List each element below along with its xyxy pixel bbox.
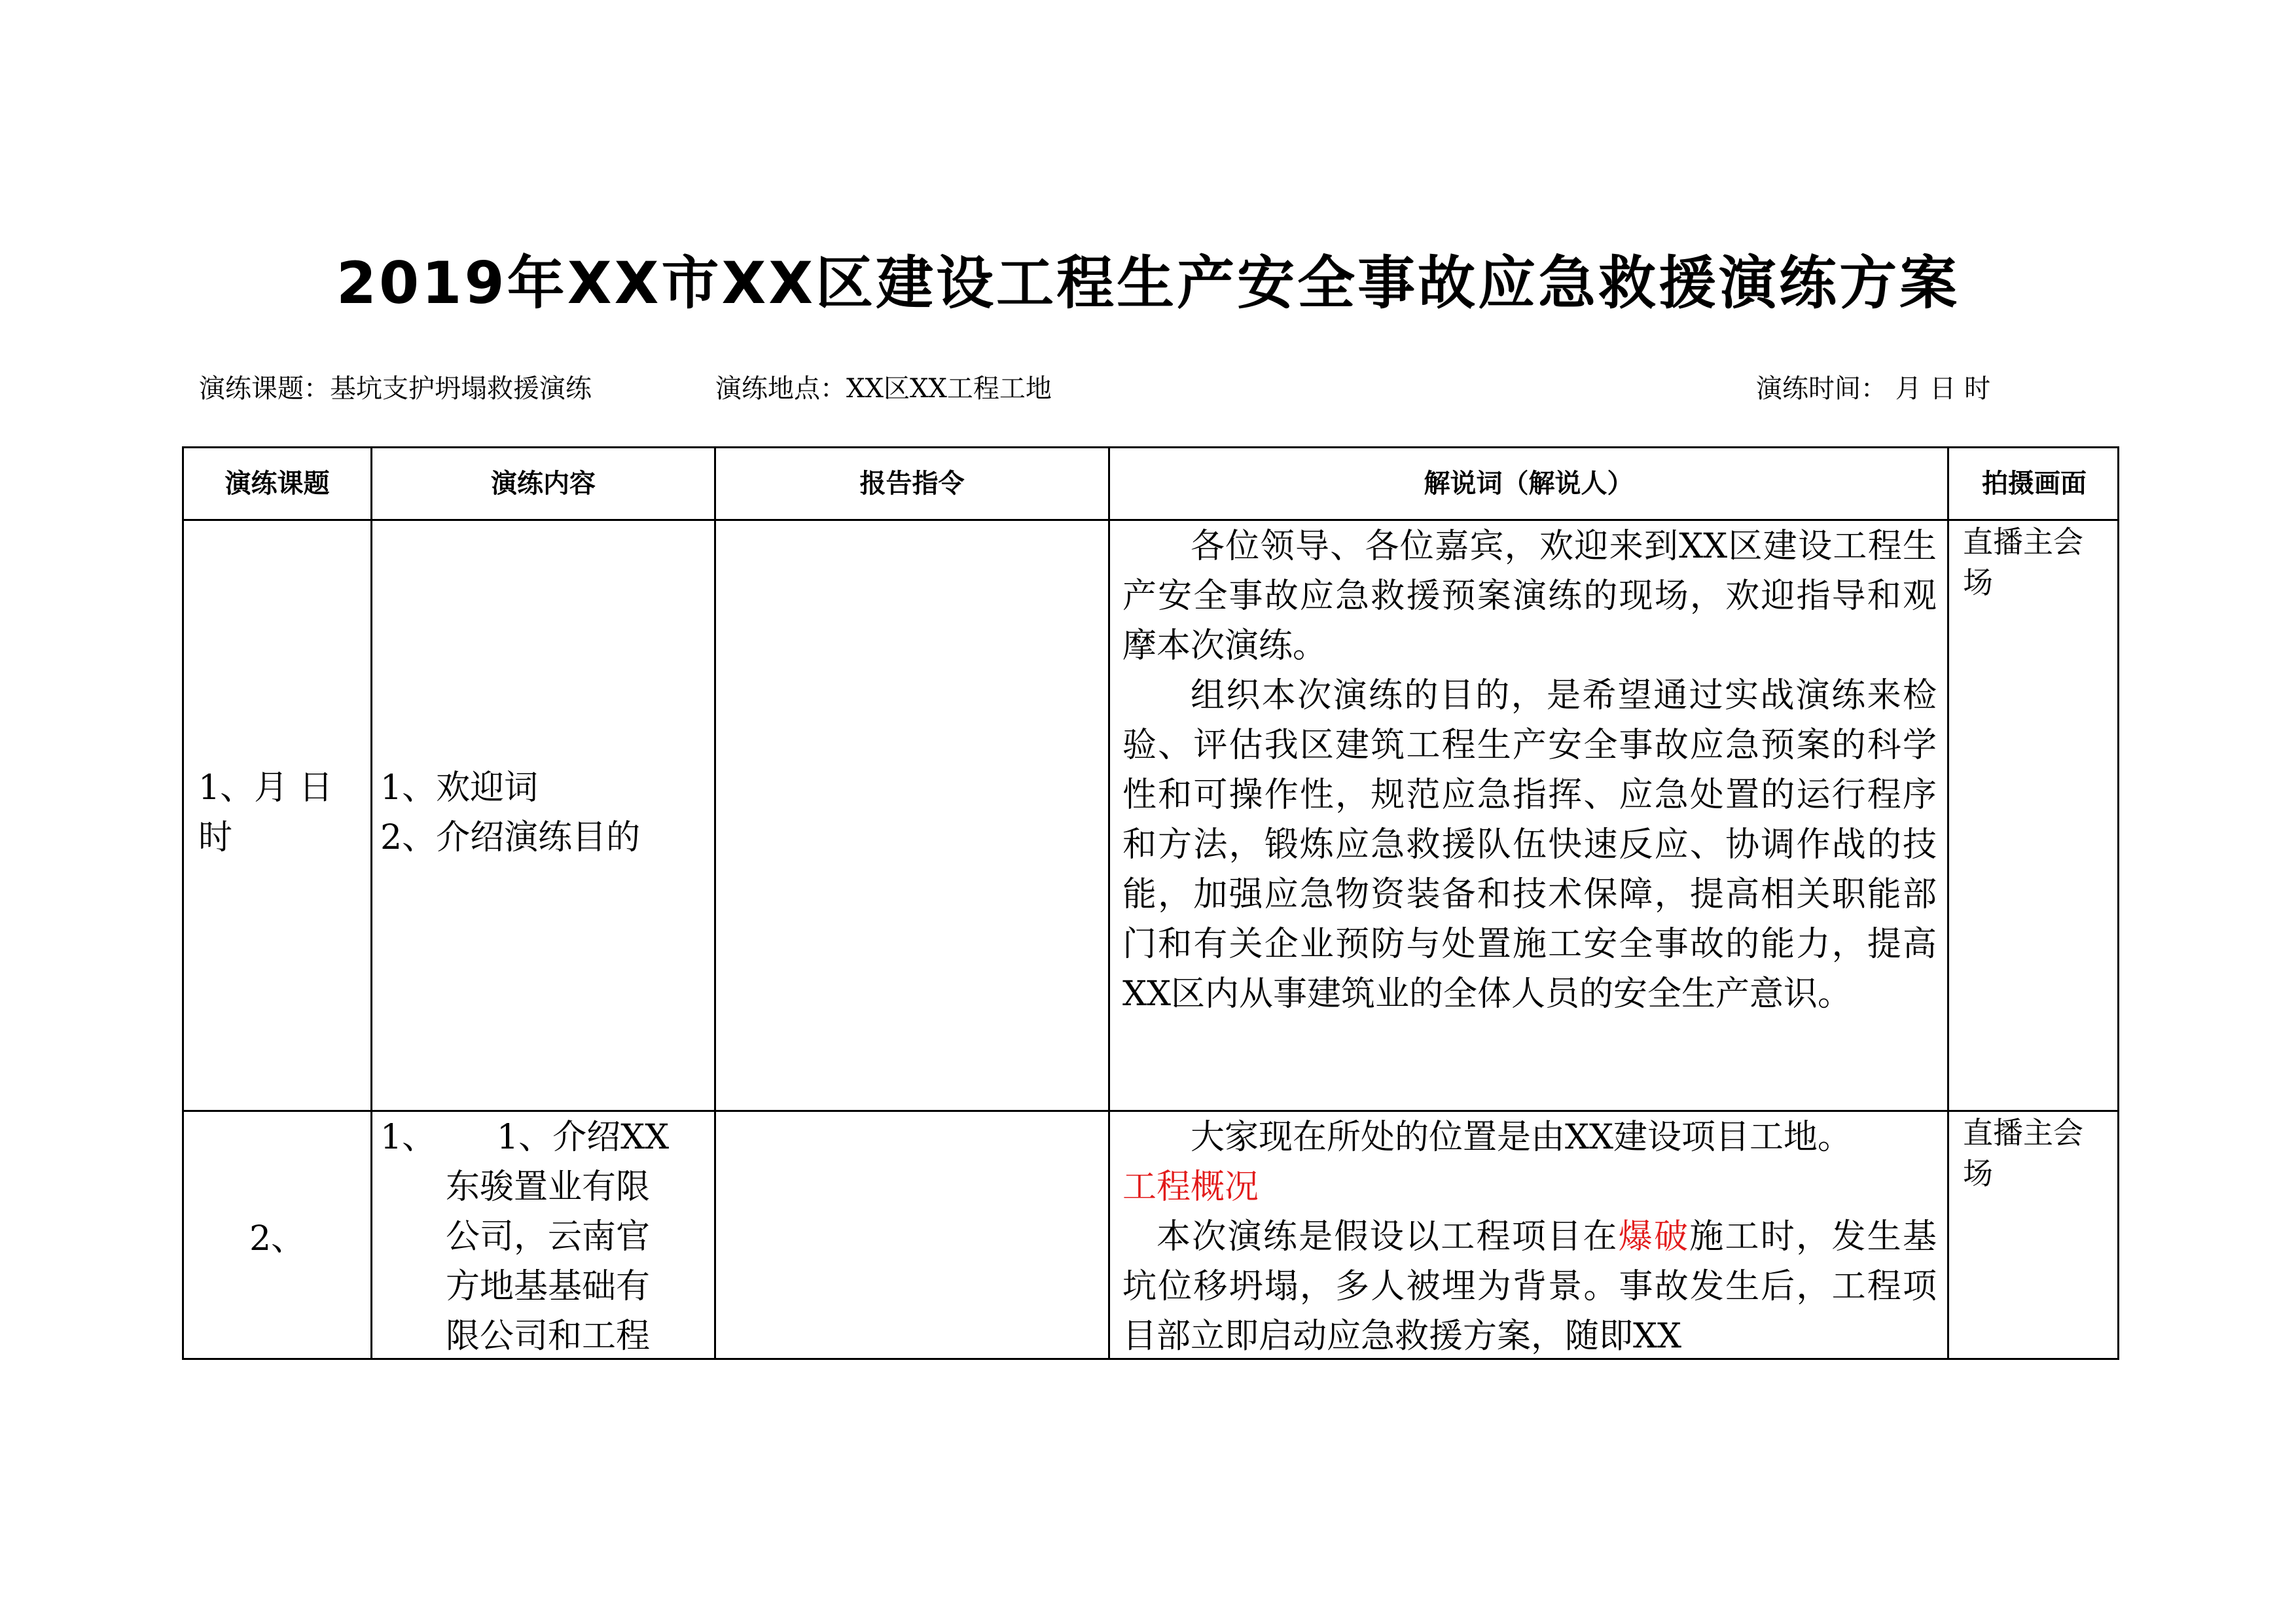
drill-topic-line: 演练课题：基坑支护坍塌救援演练 <box>199 374 592 404</box>
row1-content-item: 1、欢迎词 <box>380 768 539 808</box>
drill-time-line: 演练时间： 月 日 时 <box>1756 374 1991 404</box>
narration-paragraph: 组织本次演练的目的，是希望通过实战演练来检验、评估我区建筑工程生产安全事故应急预案的科学性和可操作性，规范应急指挥、应急处置的运行程序和方法，锻炼应急救援队伍快速反应、协调作战的技能，加强应急物资装备和技术保障，提高相关职能部门和有关企业预防与处置施工安全事故的能力，提高XX区内从事建筑业的全体人员的安全生产意识。 <box>1122 676 1937 1014</box>
row-divider <box>184 519 2117 521</box>
row-divider <box>184 1110 2117 1112</box>
row2-camera-cell: 直播主会场 <box>1963 1115 2083 1191</box>
row1-camera-cell: 直播主会场 <box>1963 524 2083 600</box>
row1-narration-cell <box>1122 522 1937 1019</box>
drill-place-line: 演练地点：XX区XX工程工地 <box>715 374 1052 404</box>
column-divider <box>714 448 716 1358</box>
highlight-blasting: 爆破 <box>1618 1217 1690 1257</box>
header-drill-topic: 演练课题 <box>224 468 330 499</box>
row2-content-text: 1、介绍XX东骏置业有限公司，云南官方地基基础有限公司和工程 <box>446 1118 670 1356</box>
header-narration: 解说词（解说人） <box>1424 468 1634 499</box>
section-heading-project-overview: 工程概况 <box>1122 1168 1259 1207</box>
row2-topic-cell: 2、 <box>249 1219 306 1258</box>
narration-paragraph <box>1122 1212 1937 1361</box>
column-divider <box>1947 448 1949 1358</box>
row1-content-cell <box>380 763 708 863</box>
row2-content-number: 1、 <box>380 1118 437 1157</box>
narration-text: 施工时，发生基坑位移坍塌，多人被埋为背景。事故发生后，工程项目部立即启动应急救援方案，随即XX <box>1122 1217 1937 1356</box>
row2-content-cell <box>446 1113 681 1361</box>
row1-topic-cell: 1、月 日时 <box>198 768 333 857</box>
drill-plan-table <box>182 446 2119 1360</box>
header-camera: 拍摄画面 <box>1982 468 2087 499</box>
column-divider <box>370 448 372 1358</box>
row2-narration-cell <box>1122 1113 1937 1361</box>
header-drill-content: 演练内容 <box>491 468 596 499</box>
header-report-command: 报告指令 <box>859 468 965 499</box>
row1-content-item: 2、介绍演练目的 <box>380 818 641 857</box>
narration-text: 本次演练是假设以工程项目在 <box>1157 1217 1619 1257</box>
narration-paragraph: 大家现在所处的位置是由XX建设项目工地。 <box>1191 1118 1852 1157</box>
document-title: 2019年XX市XX区建设工程生产安全事故应急救援演练方案 <box>336 249 1960 317</box>
narration-paragraph: 各位领导、各位嘉宾，欢迎来到XX区建设工程生产安全事故应急救援预案演练的现场，欢迎指导和观摩本次演练。 <box>1122 527 1937 666</box>
column-divider <box>1108 448 1110 1358</box>
